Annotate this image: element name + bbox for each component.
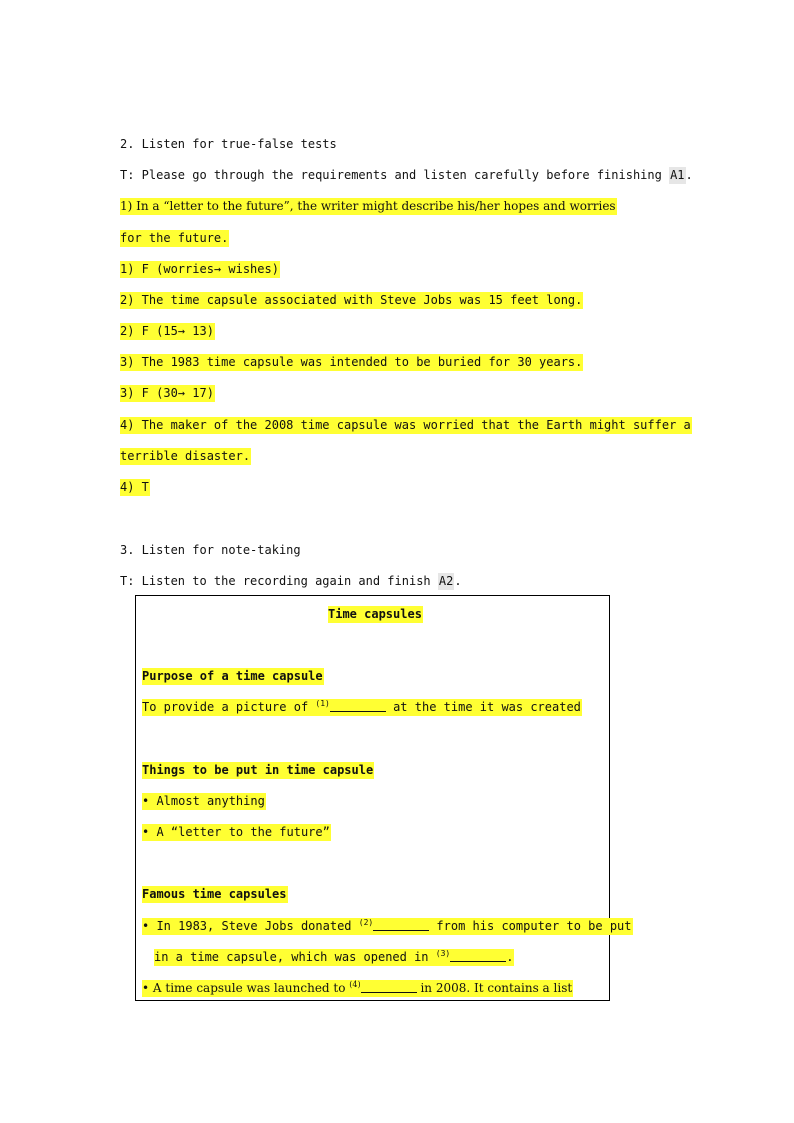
activity-ref: A1 <box>670 168 685 182</box>
question-4-continued: terrible disaster. <box>120 449 251 463</box>
answer-2: 2) F (15→ 13) <box>120 324 214 338</box>
question-3: 3) The 1983 time capsule was intended to be buried for 30 years. <box>120 355 583 369</box>
notes-title: Time capsules <box>328 607 422 621</box>
famous-item-1-continued: in a time capsule, which was opened in $^{(3)}$ . <box>154 949 514 964</box>
answer-blank-1[interactable] <box>330 701 386 712</box>
thing-item-1: • Almost anything <box>142 794 265 808</box>
section-2-heading: 2. Listen for true-false tests <box>120 137 337 151</box>
section-3-heading: 3. Listen for note-taking <box>120 543 301 557</box>
answer-blank-3[interactable] <box>450 951 506 962</box>
question-1-continued: for the future. <box>120 231 229 245</box>
thing-item-2: • A “letter to the future” <box>142 825 330 839</box>
answer-3: 3) F (30→ 17) <box>120 386 214 400</box>
answer-blank-4[interactable] <box>361 982 417 993</box>
question-4: 4) The maker of the 2008 time capsule was worried that the Earth might suffer a <box>120 418 691 432</box>
section-2-instruction: T: Please go through the requirements and listen carefully before finishing A1. <box>120 168 693 182</box>
answer-blank-2[interactable] <box>373 920 429 931</box>
notes-box <box>135 595 632 1001</box>
things-heading: Things to be put in time capsule <box>142 763 374 777</box>
purpose-line: To provide a picture of $^{(1)}$ at the time it was created <box>142 699 581 714</box>
section-3-instruction: T: Listen to the recording again and finish A2. <box>120 574 462 588</box>
famous-item-2: • A time capsule was launched to $^{(4)}$ in 2008. It contains a list <box>142 980 573 995</box>
answer-4: 4) T <box>120 480 149 494</box>
famous-item-1: • In 1983, Steve Jobs donated $^{(2)}$ from his computer to be put <box>142 918 632 933</box>
question-1: 1) In a “letter to the future”, the writer might describe his/her hopes and worries <box>120 199 616 213</box>
activity-ref: A2 <box>438 574 454 588</box>
purpose-heading: Purpose of a time capsule <box>142 669 323 683</box>
question-2: 2) The time capsule associated with Steve Jobs was 15 feet long. <box>120 293 583 307</box>
famous-heading: Famous time capsules <box>142 887 287 901</box>
answer-1: 1) F (worries→ wishes) <box>120 262 279 276</box>
